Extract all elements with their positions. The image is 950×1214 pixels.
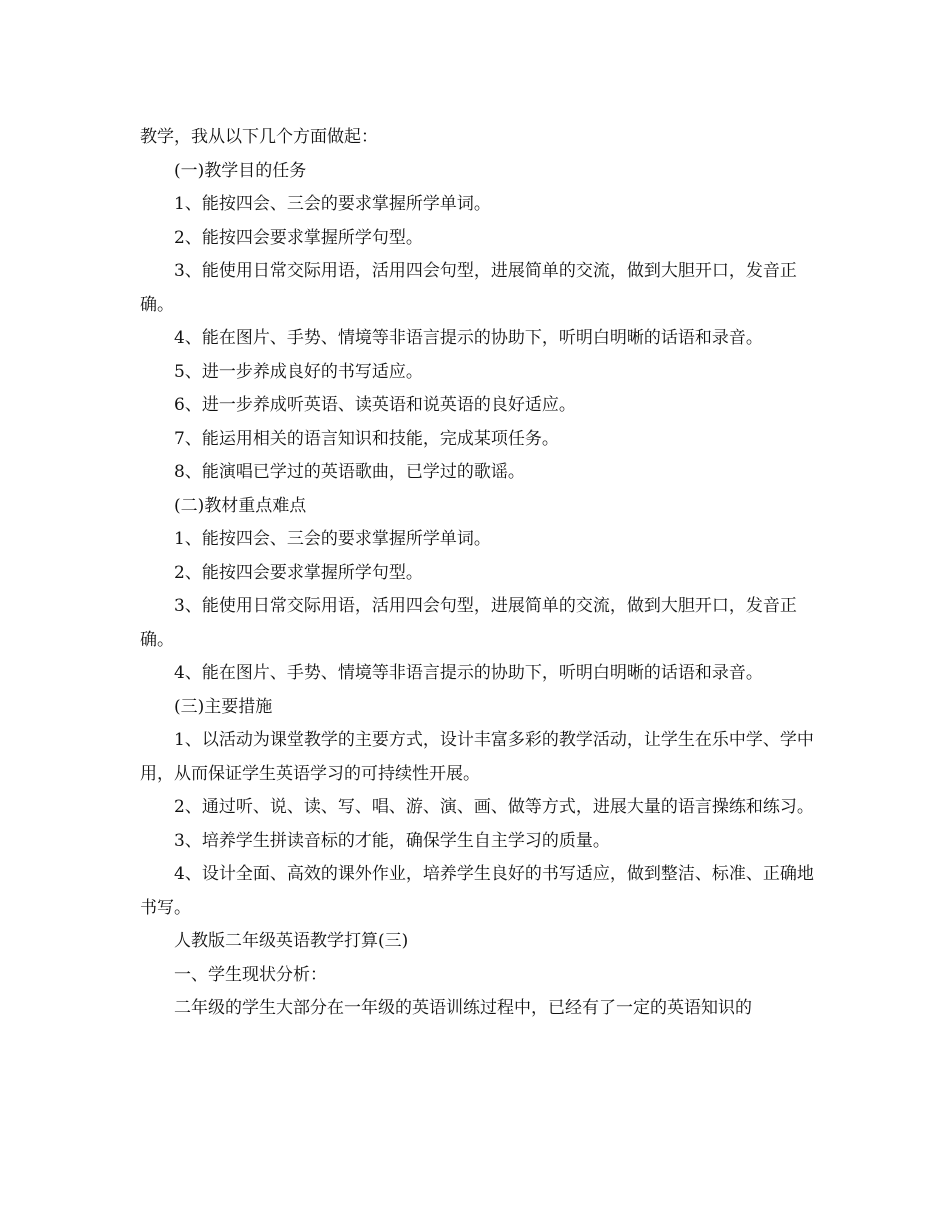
paragraph: 人教版二年级英语教学打算(三) — [174, 931, 409, 951]
paragraph: 2、能按四会要求掌握所学句型。 — [174, 562, 423, 583]
paragraph: 3、能使用日常交际用语，活用四会句型，进展简单的交流，做到大胆开口，发音正确。 — [140, 261, 797, 315]
paragraph: 3、培养学生拼读音标的才能，确保学生自主学习的质量。 — [174, 830, 610, 851]
paragraph: (三)主要措施 — [174, 696, 273, 717]
paragraph: 7、能运用相关的语言知识和技能，完成某项任务。 — [174, 428, 559, 449]
paragraph: 一、学生现状分析： — [174, 964, 327, 985]
paragraph: 2、通过听、说、读、写、唱、游、演、画、做等方式，进展大量的语言操练和练习。 — [174, 797, 814, 817]
paragraph: 6、进一步养成听英语、读英语和说英语的良好适应。 — [174, 395, 576, 415]
document-body — [140, 121, 830, 1026]
paragraph: 1、能按四会、三会的要求掌握所学单词。 — [174, 194, 491, 214]
paragraph: 教学，我从以下几个方面做起： — [140, 127, 378, 147]
paragraph: 4、能在图片、手势、情境等非语言提示的协助下，听明白明晰的话语和录音。 — [174, 663, 763, 683]
paragraph: 二年级的学生大部分在一年级的英语训练过程中，已经有了一定的英语知识的 — [174, 998, 752, 1018]
paragraph: 1、能按四会、三会的要求掌握所学单词。 — [174, 529, 491, 549]
paragraph: 4、能在图片、手势、情境等非语言提示的协助下，听明白明晰的话语和录音。 — [174, 328, 763, 348]
paragraph: 8、能演唱已学过的英语歌曲，已学过的歌谣。 — [174, 462, 525, 482]
paragraph: (二)教材重点难点 — [174, 495, 307, 516]
paragraph: 3、能使用日常交际用语，活用四会句型，进展简单的交流，做到大胆开口，发音正确。 — [140, 596, 797, 650]
paragraph: 4、设计全面、高效的课外作业，培养学生良好的书写适应，做到整洁、标准、正确地书写。 — [140, 864, 814, 918]
paragraph: (一)教学目的任务 — [174, 160, 307, 181]
paragraph: 1、以活动为课堂教学的主要方式，设计丰富多彩的教学活动，让学生在乐中学、学中用，从而保证学生英语学习的可持续性开展。 — [140, 730, 814, 784]
paragraph: 2、能按四会要求掌握所学句型。 — [174, 227, 423, 248]
paragraph: 5、进一步养成良好的书写适应。 — [174, 361, 423, 382]
